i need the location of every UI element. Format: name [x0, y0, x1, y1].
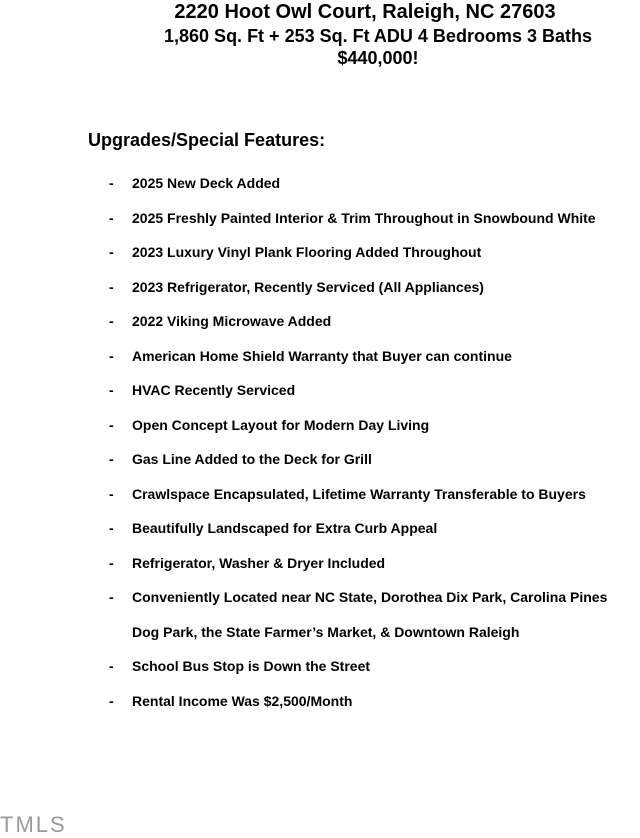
feature-text: Open Concept Layout for Modern Day Living	[132, 416, 430, 433]
feature-text: 2023 Refrigerator, Recently Serviced (All Appliances)	[132, 278, 484, 295]
bullet-dash: -	[109, 313, 114, 329]
list-item	[0, 345, 640, 380]
bullet-dash: -	[109, 451, 114, 467]
bullet-dash: -	[109, 347, 114, 364]
feature-text: 2023 Luxury Vinyl Plank Flooring Added Throughout	[132, 244, 482, 260]
list-item-continuation	[0, 621, 640, 656]
bullet-dash: -	[109, 658, 114, 674]
feature-text: Refrigerator, Washer & Dryer Included	[132, 554, 386, 571]
list-item	[0, 276, 640, 311]
feature-text: Rental Income Was $2,500/Month	[132, 692, 353, 709]
bullet-dash: -	[109, 589, 114, 605]
mls-watermark-logo: TMLS	[0, 812, 67, 837]
list-item	[0, 517, 640, 552]
list-item	[0, 586, 640, 621]
bullet-dash: -	[109, 554, 114, 571]
feature-text: American Home Shield Warranty that Buyer can continue	[132, 347, 512, 364]
property-price: $440,000!	[337, 48, 419, 68]
feature-text: Dog Park, the State Farmer’s Market, & Downtown Raleigh	[132, 623, 520, 640]
bullet-dash: -	[109, 485, 114, 502]
list-item	[0, 448, 640, 483]
bullet-dash: -	[109, 209, 114, 226]
list-item	[0, 655, 640, 690]
feature-text: School Bus Stop is Down the Street	[132, 658, 371, 674]
list-item	[0, 552, 640, 587]
feature-text: Crawlspace Encapsulated, Lifetime Warranty Transferable to Buyers	[132, 485, 586, 502]
list-item	[0, 241, 640, 276]
feature-text: Gas Line Added to the Deck for Grill	[132, 451, 372, 467]
feature-text: HVAC Recently Serviced	[132, 382, 296, 398]
list-item	[0, 310, 640, 345]
bullet-dash: -	[109, 692, 114, 709]
property-specs: 1,860 Sq. Ft + 253 Sq. Ft ADU 4 Bedrooms 3 Baths	[164, 26, 592, 46]
feature-text: Beautifully Landscaped for Extra Curb Appeal	[132, 520, 438, 536]
feature-list	[0, 172, 640, 724]
feature-text: Conveniently Located near NC State, Dorothea Dix Park, Carolina Pines	[132, 589, 608, 605]
property-address: 2220 Hoot Owl Court, Raleigh, NC 27603	[174, 1, 556, 23]
bullet-dash: -	[109, 520, 114, 536]
list-item	[0, 379, 640, 414]
bullet-dash: -	[109, 244, 114, 260]
bullet-dash: -	[109, 416, 114, 433]
bullet-dash: -	[109, 175, 114, 191]
feature-text: 2022 Viking Microwave Added	[132, 313, 332, 329]
list-item	[0, 172, 640, 207]
list-item	[0, 414, 640, 449]
bullet-dash: -	[109, 278, 114, 295]
list-item	[0, 690, 640, 725]
list-item	[0, 207, 640, 242]
feature-text: 2025 New Deck Added	[132, 175, 281, 191]
bullet-dash: -	[109, 382, 114, 398]
list-item	[0, 483, 640, 518]
section-title: Upgrades/Special Features:	[88, 130, 326, 150]
feature-text: 2025 Freshly Painted Interior & Trim Throughout in Snowbound White	[132, 209, 596, 226]
